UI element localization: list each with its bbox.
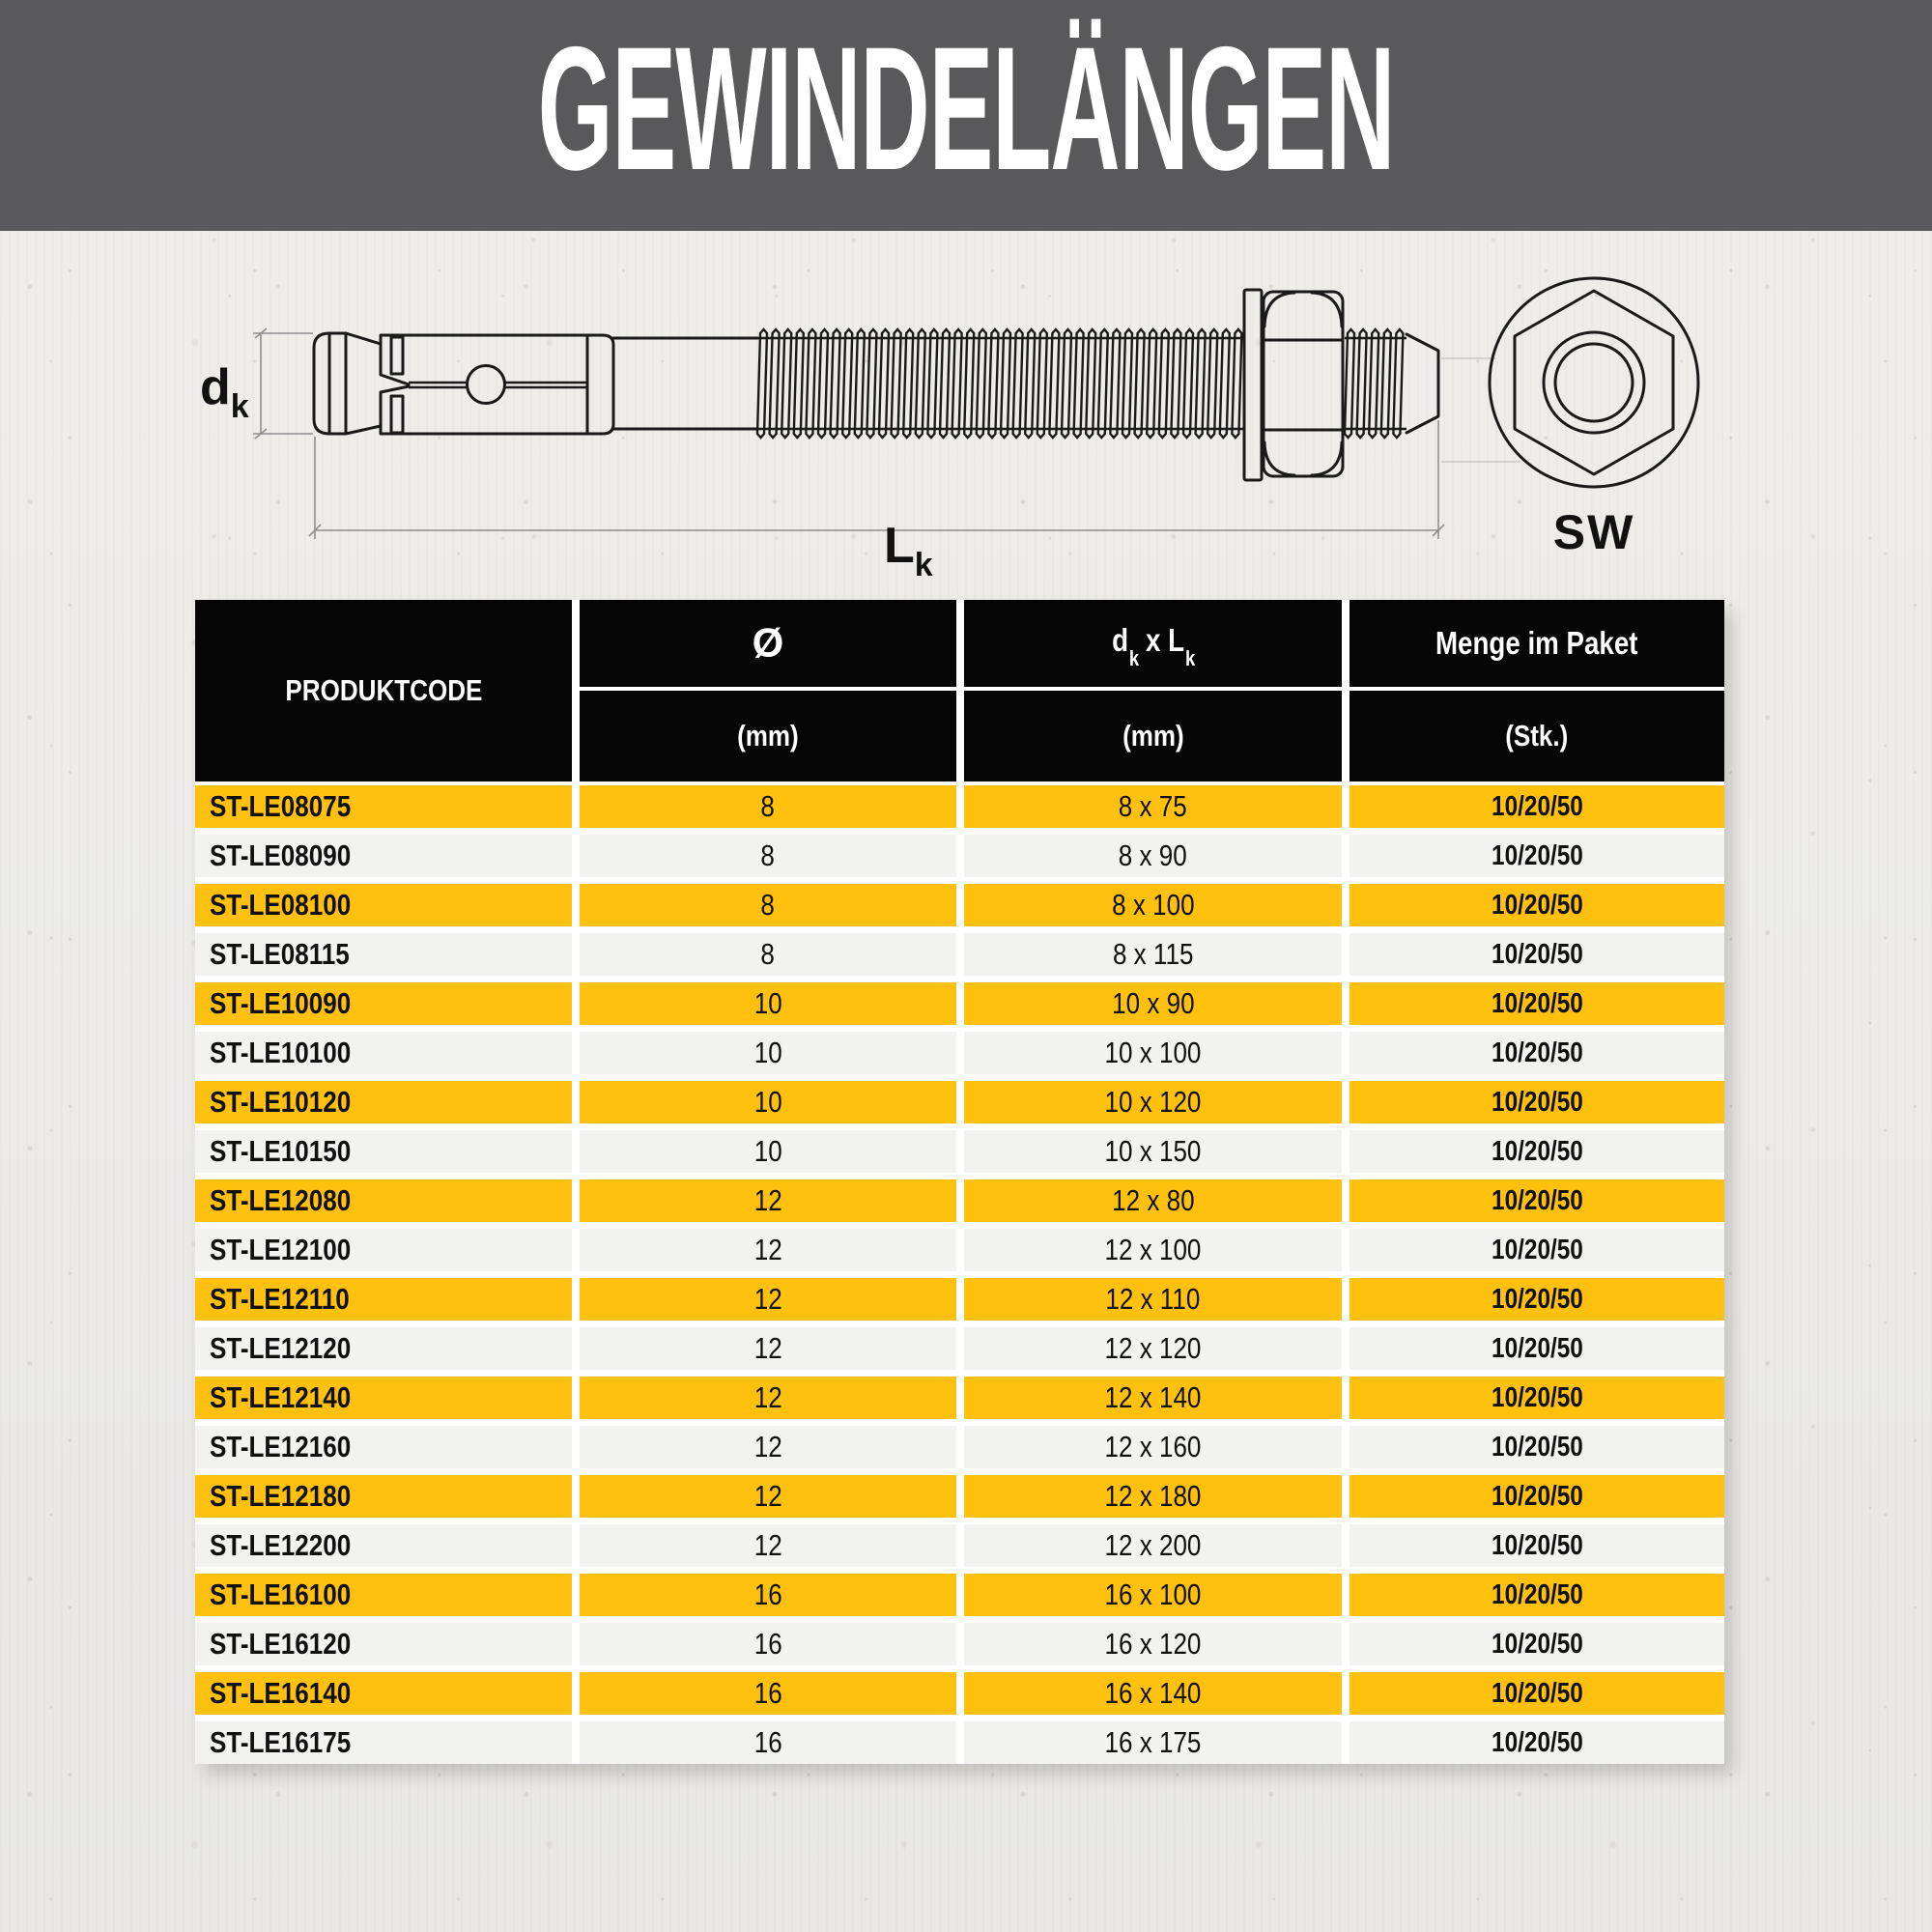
header-menge: Menge im Paket bbox=[1350, 600, 1724, 687]
table-cell-code: ST-LE12180 bbox=[195, 1475, 572, 1518]
lk-dimension-label: $L_k$ bbox=[884, 518, 933, 583]
table-cell-size: 10 x 100 bbox=[964, 1032, 1342, 1074]
thread-section-tip bbox=[1345, 329, 1403, 438]
table-cell-code: ST-LE12110 bbox=[195, 1278, 572, 1321]
table-cell-size: 16 x 140 bbox=[964, 1672, 1342, 1715]
dk-dimension-label: $d_k$ bbox=[200, 359, 249, 425]
table-cell-code: ST-LE08100 bbox=[195, 884, 572, 926]
table-cell-code: ST-LE12140 bbox=[195, 1377, 572, 1419]
table-cell-size: 16 x 100 bbox=[964, 1574, 1342, 1616]
table-cell-qty: 10/20/50 bbox=[1350, 1179, 1724, 1222]
table-cell-code: ST-LE16175 bbox=[195, 1721, 572, 1764]
sw-label: SW bbox=[1552, 505, 1635, 559]
table-cell-size: 8 x 115 bbox=[964, 933, 1342, 976]
table-cell-dia: 10 bbox=[580, 982, 956, 1025]
table-cell-dia: 16 bbox=[580, 1574, 956, 1616]
table-cell-dia: 8 bbox=[580, 835, 956, 877]
table-cell-qty: 10/20/50 bbox=[1350, 1327, 1724, 1370]
header-qty-unit: (Stk.) bbox=[1350, 691, 1724, 781]
table-cell-code: ST-LE12100 bbox=[195, 1229, 572, 1271]
table-cell-size: 12 x 100 bbox=[964, 1229, 1342, 1271]
table-cell-size: 8 x 100 bbox=[964, 884, 1342, 926]
table-cell-code: ST-LE12160 bbox=[195, 1426, 572, 1468]
table-cell-code: ST-LE16120 bbox=[195, 1623, 572, 1665]
table-cell-size: 10 x 90 bbox=[964, 982, 1342, 1025]
table-cell-dia: 12 bbox=[580, 1426, 956, 1468]
table-cell-qty: 10/20/50 bbox=[1350, 1574, 1724, 1616]
table-cell-dia: 12 bbox=[580, 1278, 956, 1321]
table-cell-size: 8 x 90 bbox=[964, 835, 1342, 877]
table-cell-size: 10 x 150 bbox=[964, 1130, 1342, 1173]
table-cell-size: 12 x 200 bbox=[964, 1524, 1342, 1567]
table-cell-qty: 10/20/50 bbox=[1350, 884, 1724, 926]
header-dims-unit: (mm) bbox=[964, 691, 1342, 781]
table-cell-code: ST-LE08115 bbox=[195, 933, 572, 976]
technical-drawing bbox=[0, 0, 1932, 618]
table-cell-dia: 12 bbox=[580, 1229, 956, 1271]
header-diameter: Ø bbox=[580, 600, 956, 687]
table-cell-qty: 10/20/50 bbox=[1350, 1229, 1724, 1271]
table-cell-dia: 8 bbox=[580, 785, 956, 828]
table-cell-qty: 10/20/50 bbox=[1350, 1377, 1724, 1419]
table-cell-dia: 12 bbox=[580, 1475, 956, 1518]
table-cell-size: 16 x 120 bbox=[964, 1623, 1342, 1665]
table-cell-size: 12 x 80 bbox=[964, 1179, 1342, 1222]
table-cell-code: ST-LE10120 bbox=[195, 1081, 572, 1123]
table-cell-dia: 12 bbox=[580, 1327, 956, 1370]
table-cell-code: ST-LE16140 bbox=[195, 1672, 572, 1715]
table-cell-qty: 10/20/50 bbox=[1350, 1623, 1724, 1665]
table-cell-code: ST-LE12120 bbox=[195, 1327, 572, 1370]
table-cell-qty: 10/20/50 bbox=[1350, 982, 1724, 1025]
table-cell-size: 12 x 110 bbox=[964, 1278, 1342, 1321]
header-produktcode: PRODUKTCODE bbox=[195, 600, 572, 781]
table-cell-dia: 12 bbox=[580, 1377, 956, 1419]
table-body bbox=[195, 785, 1724, 1764]
table-cell-size: 10 x 120 bbox=[964, 1081, 1342, 1123]
table-cell-size: 12 x 180 bbox=[964, 1475, 1342, 1518]
table-cell-code: ST-LE08075 bbox=[195, 785, 572, 828]
table-cell-code: ST-LE16100 bbox=[195, 1574, 572, 1616]
table-cell-code: ST-LE10090 bbox=[195, 982, 572, 1025]
table-cell-qty: 10/20/50 bbox=[1350, 1081, 1724, 1123]
table-cell-qty: 10/20/50 bbox=[1350, 1524, 1724, 1567]
table-cell-qty: 10/20/50 bbox=[1350, 1672, 1724, 1715]
table-cell-dia: 16 bbox=[580, 1623, 956, 1665]
table-cell-qty: 10/20/50 bbox=[1350, 785, 1724, 828]
table-cell-dia: 10 bbox=[580, 1081, 956, 1123]
table-header bbox=[195, 600, 1724, 781]
table-cell-dia: 12 bbox=[580, 1524, 956, 1567]
table-cell-size: 12 x 160 bbox=[964, 1426, 1342, 1468]
table-cell-size: 12 x 120 bbox=[964, 1327, 1342, 1370]
table-cell-size: 16 x 175 bbox=[964, 1721, 1342, 1764]
anchor-side-view bbox=[314, 290, 1438, 480]
table-cell-qty: 10/20/50 bbox=[1350, 1032, 1724, 1074]
table-cell-dia: 8 bbox=[580, 884, 956, 926]
header-dk-x-lk: $d_k$ x $L_k$ bbox=[964, 600, 1342, 687]
table-cell-dia: 16 bbox=[580, 1672, 956, 1715]
table-cell-qty: 10/20/50 bbox=[1350, 933, 1724, 976]
header-diameter-unit: (mm) bbox=[580, 691, 956, 781]
table-cell-code: ST-LE08090 bbox=[195, 835, 572, 877]
thread-section-main bbox=[757, 329, 1241, 438]
table-cell-qty: 10/20/50 bbox=[1350, 835, 1724, 877]
hex-nut-front-view bbox=[1490, 278, 1698, 487]
table-cell-dia: 10 bbox=[580, 1032, 956, 1074]
table-cell-qty: 10/20/50 bbox=[1350, 1721, 1724, 1764]
table-cell-dia: 10 bbox=[580, 1130, 956, 1173]
table-cell-qty: 10/20/50 bbox=[1350, 1278, 1724, 1321]
table-cell-qty: 10/20/50 bbox=[1350, 1130, 1724, 1173]
spec-table bbox=[195, 600, 1724, 1764]
table-cell-qty: 10/20/50 bbox=[1350, 1426, 1724, 1468]
table-cell-dia: 8 bbox=[580, 933, 956, 976]
table-cell-dia: 12 bbox=[580, 1179, 956, 1222]
table-cell-code: ST-LE10100 bbox=[195, 1032, 572, 1074]
table-cell-dia: 16 bbox=[580, 1721, 956, 1764]
page-title: GEWINDELÄNGEN bbox=[537, 9, 1395, 207]
table-cell-qty: 10/20/50 bbox=[1350, 1475, 1724, 1518]
table-cell-code: ST-LE10150 bbox=[195, 1130, 572, 1173]
table-cell-code: ST-LE12080 bbox=[195, 1179, 572, 1222]
table-cell-size: 12 x 140 bbox=[964, 1377, 1342, 1419]
table-cell-code: ST-LE12200 bbox=[195, 1524, 572, 1567]
table-cell-size: 8 x 75 bbox=[964, 785, 1342, 828]
